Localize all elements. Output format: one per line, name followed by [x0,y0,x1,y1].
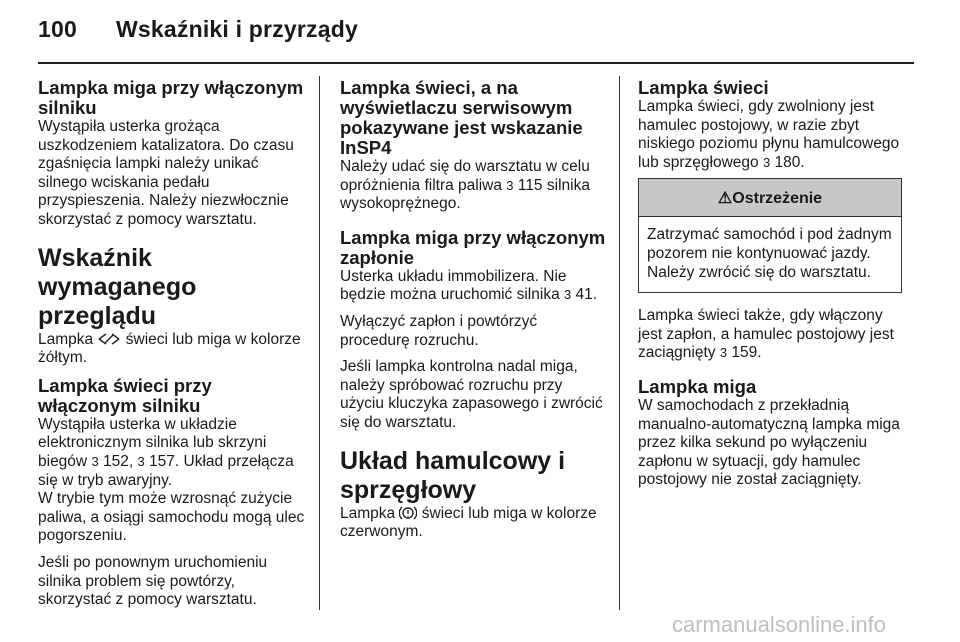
watermark: carmanualsonline.info [672,612,887,637]
ref-arrow-icon: 3 [719,345,728,361]
ref-arrow-icon: 3 [91,453,99,469]
column-1 [38,78,306,610]
para-lamp-on: Lampka świeci, gdy zwolniony jest hamulec postojowy, w razie zbyt niskiego poziomu płynu hamulcowego lub sprzęgłowego 3 180. [638,98,900,171]
heading-engine-on: Lampka świeci przy włączonym silniku [38,374,212,416]
para-immobilizer: Usterka układu immobilizera. Nie będzie można uruchomić silnika 3 41. [340,267,598,304]
column-divider-1 [319,76,320,610]
column-divider-2 [619,76,620,610]
para-service-indicator: Lampka świeci lub miga w kolorze żółtym. [38,330,301,367]
column-3 [638,78,910,490]
warning-text: Zatrzymać samochód i pod żadnym pozorem nie kontynuować jazdy. Należy zwrócić się do warsztatu. [647,226,892,281]
page-number: 100 [38,16,77,42]
heading-service-indicator: Wskaźnik wymaganego przeglądu [38,243,197,330]
para-lamp-blink: W samochodach z przekładnią manualno-automatyczną lampka miga przez kilka sekund po wyłączeniu zapłonu w sytuacji, gdy hamulec postojowy nie został zaciągnięty. [638,396,900,489]
column-2 [340,78,608,542]
para-engine-on: Wystąpiła usterka w układzie elektronicznym silnika lub skrzyni biegów 3 152, 3 157. Układ przełącza się w tryb awaryjny. [38,415,294,489]
para-restart-procedure: Wyłączyć zapłon i powtórzyć procedurę rozruchu. [340,312,538,349]
warning-icon: ⚠ [717,190,733,208]
ref-arrow-icon: 3 [137,453,145,469]
warning-header: ⚠Ostrzeżenie [639,179,901,217]
heading-lamp-on: Lampka świeci [638,77,769,98]
header-rule [38,62,914,64]
ref-arrow-icon: 3 [762,154,771,170]
warning-box [638,178,902,293]
service-wrench-icon [97,332,121,346]
heading-lamp-blink: Lampka miga [638,375,757,397]
ref-arrow-icon: 3 [564,287,572,303]
para-blink-engine: Wystąpiła usterka grożąca uszkodzeniem katalizatora. Do czasu zgaśnięcia lampki należy unikać silnego wciskania pedału przyspieszenia. Należy niezwłocznie skorzystać z pomocy warsztatu. [38,118,294,228]
ref-arrow-icon: 3 [506,177,514,193]
para-brake-lamp: Lampka świeci lub miga w kolorze czerwonym. [340,504,597,541]
para-insp4: Należy udać się do warsztatu w celu opróżnienia filtra paliwa 3 115 silnika wysokoprężnego. [340,158,590,213]
page-header [38,16,358,43]
para-restart: Jeśli po ponownym uruchomieniu silnika problem się powtórzy, skorzystać z pomocy warsztatu. [38,553,268,609]
heading-blink-engine: Lampka miga przy włączonym silniku [38,77,304,118]
brake-warning-icon [399,505,417,521]
para-fuel-consumption: W trybie tym może wzrosnąć zużycie paliwa, a osiągi samochodu mogą ulec pogorszeniu. [38,490,305,545]
para-spare-key: Jeśli lampka kontrolna nadal miga, należy spróbować rozruchu przy użyciu kluczyka zapasowego i zwrócić się do warsztatu. [340,358,603,431]
heading-ignition-blink: Lampka miga przy włączonym zapłonie [340,226,606,268]
page-title: Wskaźniki i przyrządy [116,16,358,42]
heading-brake-system: Układ hamulcowy i sprzęgłowy [340,446,566,504]
para-lamp-also: Lampka świeci także, gdy włączony jest zapłon, a hamulec postojowy jest zaciągnięty 3 159. [638,307,894,362]
heading-insp4: Lampka świeci, a na wyświetlaczu serwisowym pokazywane jest wskazanie InSP4 [340,77,583,158]
